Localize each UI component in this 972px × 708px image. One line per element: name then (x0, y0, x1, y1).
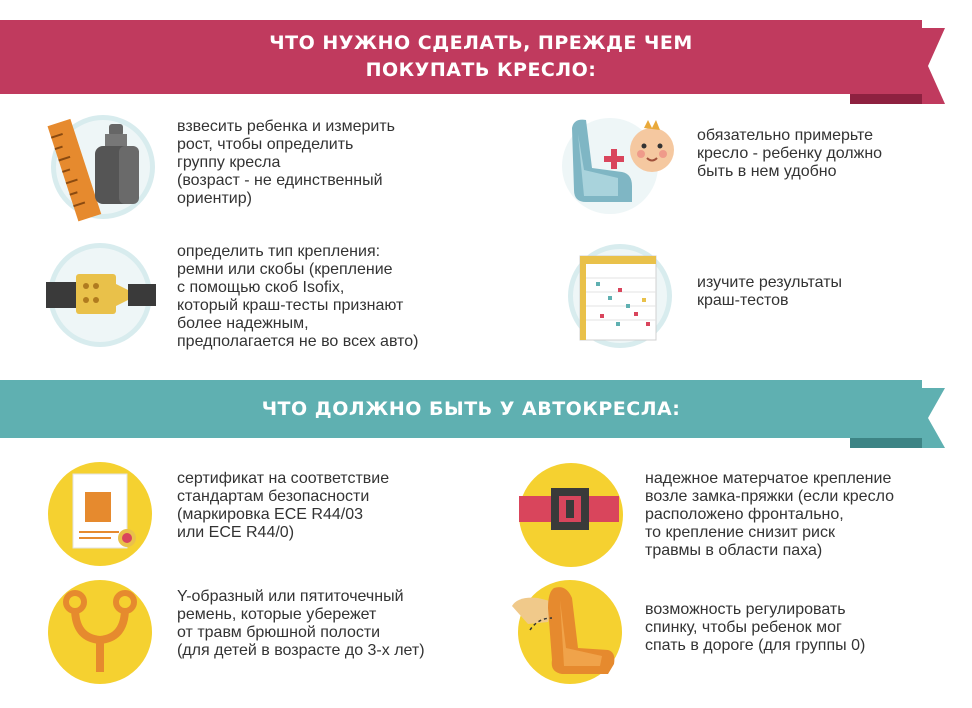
item-mount-type: определить тип крепления: ремни или скобы (крепление с помощью скоб Isofix, который краш-тесты признают более надежным, предполагается не во всех авто) (177, 243, 419, 350)
banner-title-line-2: ПОКУПАТЬ КРЕСЛО: (365, 59, 597, 81)
item-try-seat: обязательно примерьте кресло - ребенку должно быть в нем удобно (697, 127, 883, 180)
child-car-seat-icon (562, 108, 682, 218)
item-reclining-back: возможность регулировать спинку, чтобы ребенок мог спать в дороге (для группы 0) (645, 601, 866, 654)
crash-test-chart-icon (560, 242, 675, 352)
item-y-harness: Y-образный или пятиточечный ремень, которые убережет от травм брюшной полости (для детей в возрасте до 3-х лет) (177, 588, 425, 659)
ruler-and-weight-icon (45, 112, 160, 222)
fabric-buckle-icon (515, 460, 630, 570)
certificate-icon (45, 460, 160, 570)
isofix-buckle-icon (42, 240, 162, 350)
section-banner-before-buying (0, 20, 922, 94)
reclining-seat-icon (508, 578, 628, 688)
banner-title-line-1: ЧТО НУЖНО СДЕЛАТЬ, ПРЕЖДЕ ЧЕМ (269, 32, 693, 54)
section-banner-seat-features (0, 380, 922, 438)
y-harness-icon (45, 578, 160, 688)
banner-title: ЧТО ДОЛЖНО БЫТЬ У АВТОКРЕСЛА: (261, 398, 681, 420)
item-certificate: сертификат на соответствие стандартам безопасности (маркировка ECE R44/03 или ECE R44/0) (177, 470, 390, 541)
item-weigh-measure: взвесить ребенка и измерить рост, чтобы определить группу кресла (возраст - не единственный ориентир) (177, 118, 396, 207)
item-fabric-buckle: надежное матерчатое крепление возле замка-пряжки (если кресло расположено фронтально, то крепление снизит риск травмы в области паха) (645, 470, 894, 559)
item-crash-tests: изучите результаты краш-тестов (697, 274, 843, 309)
